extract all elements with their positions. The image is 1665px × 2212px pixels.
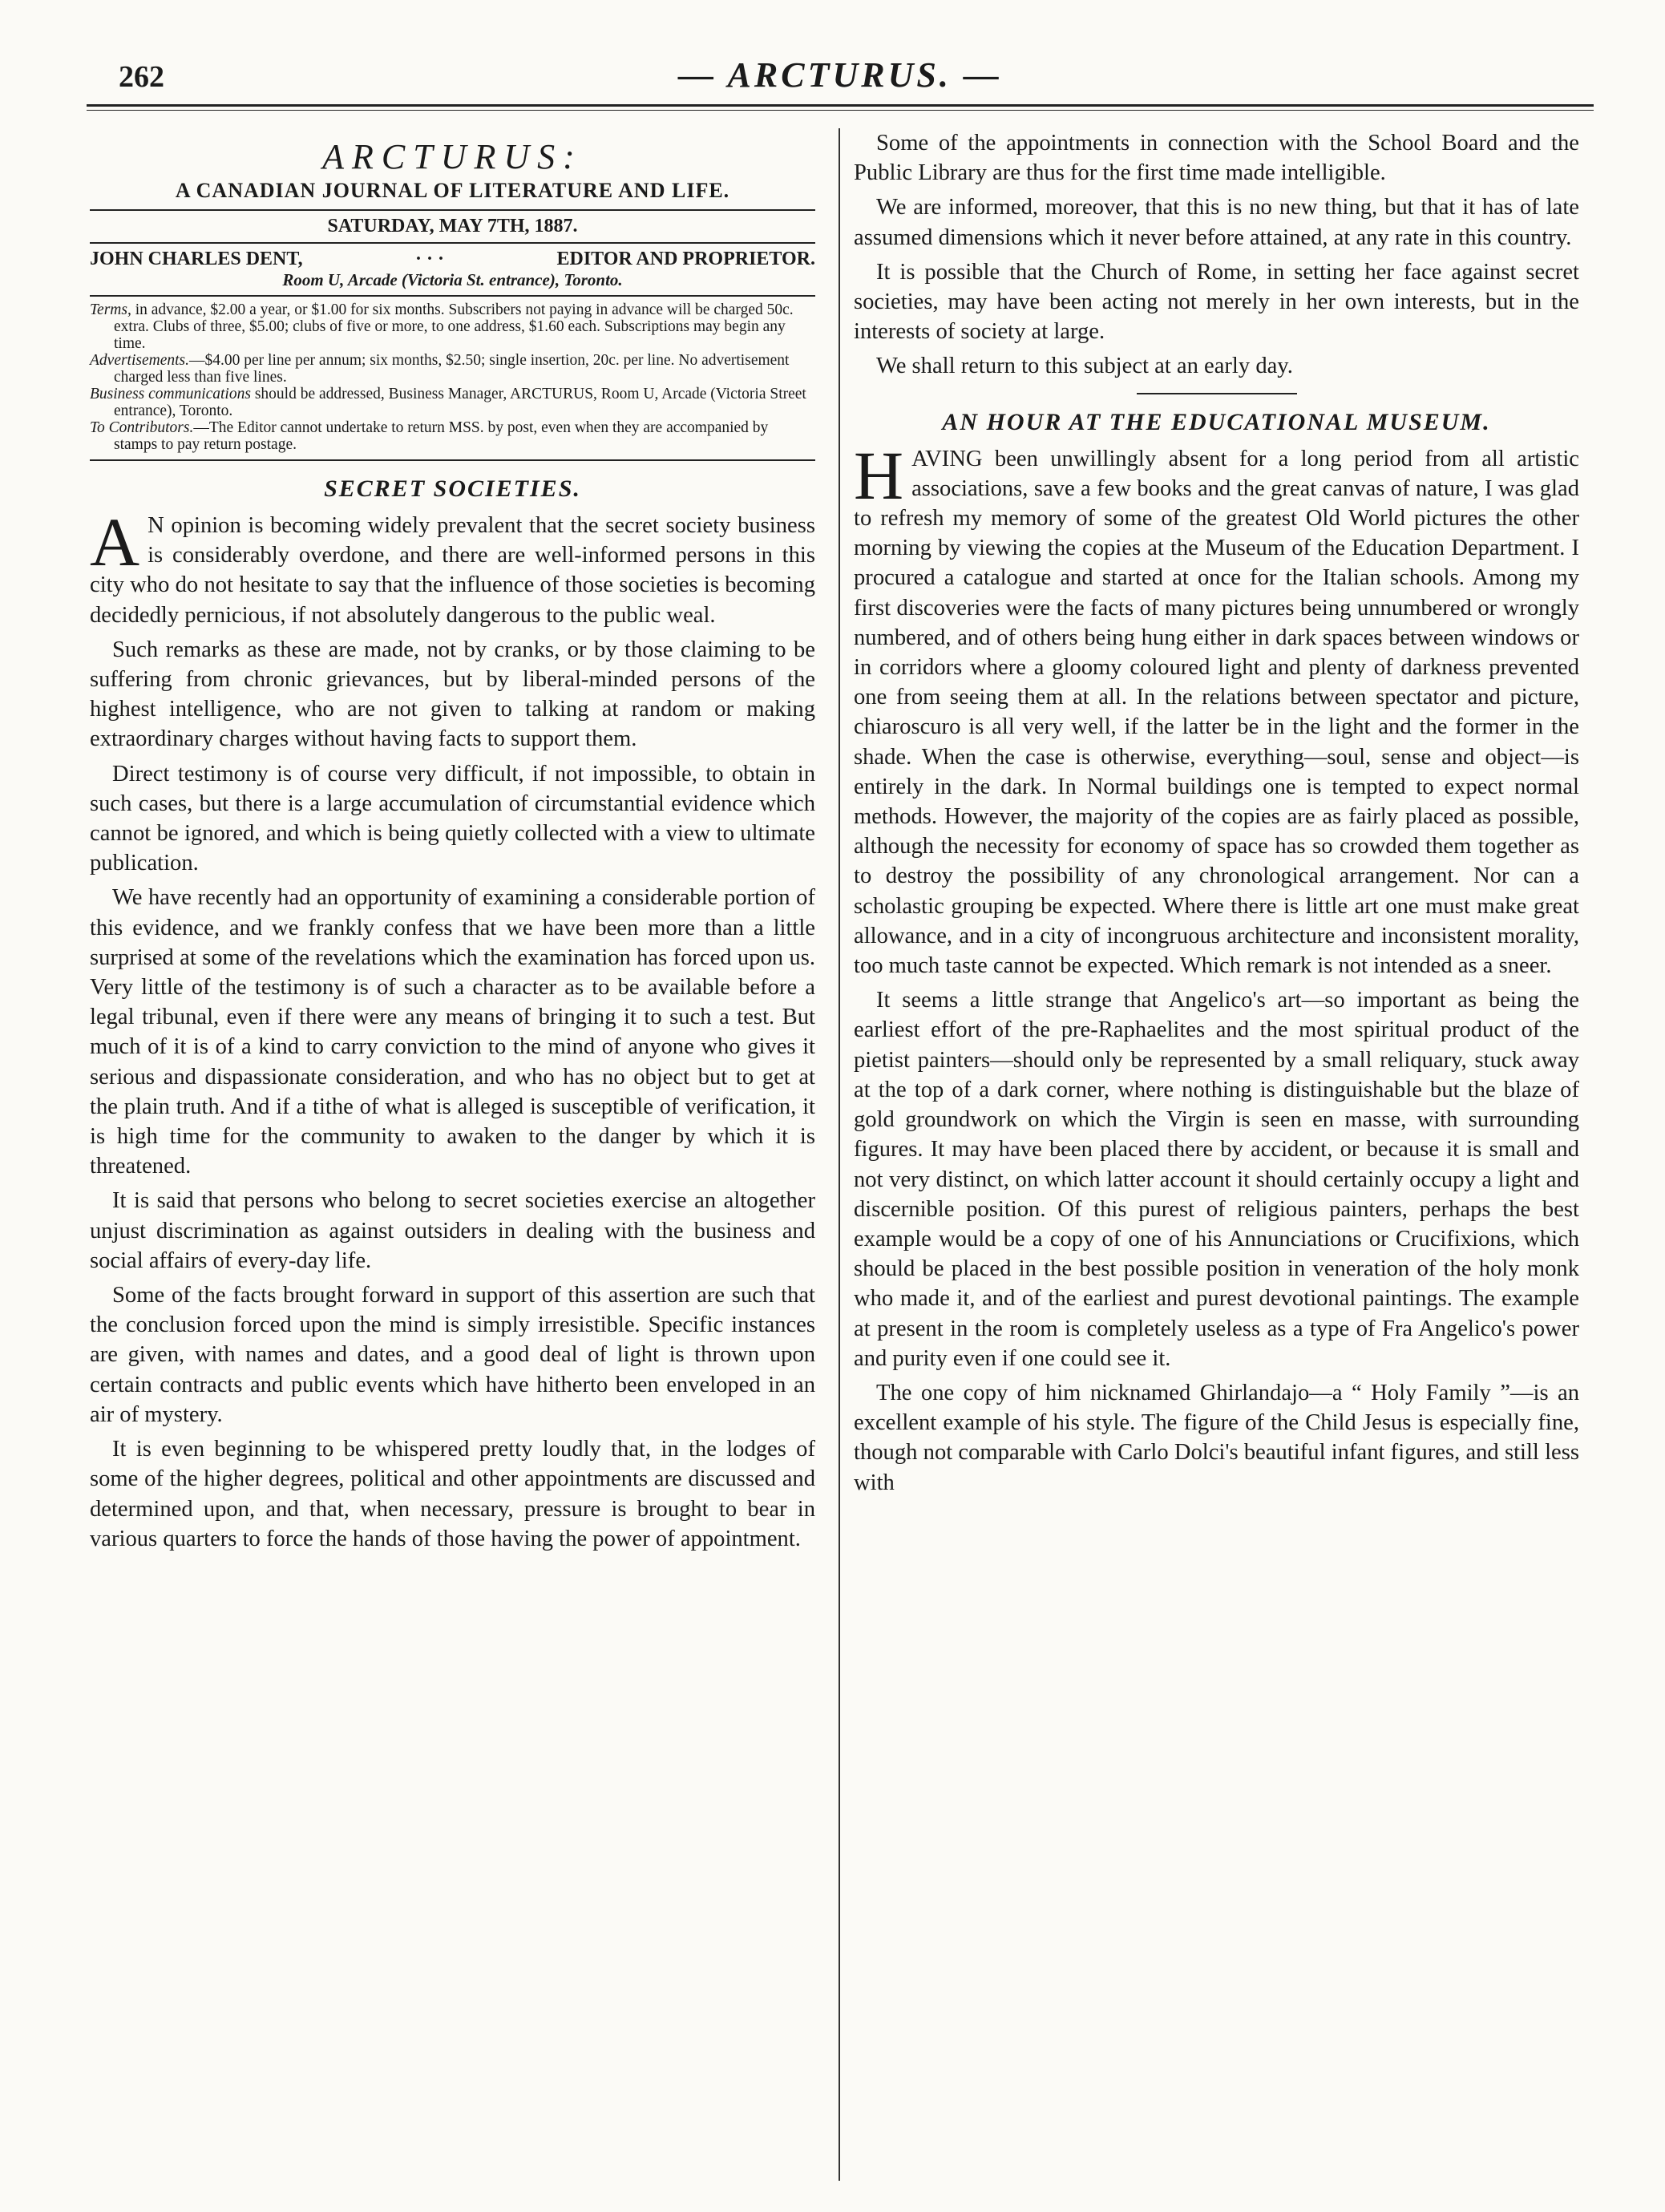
terms-block [90, 301, 815, 453]
header-rule-thin [87, 110, 1594, 111]
drop-cap: H [854, 436, 904, 514]
right-column [854, 128, 1579, 1502]
paragraph: We have recently had an opportunity of examining a considerable portion of this evidence, and we frankly confess that we have been more than a little surprised at some of the revelations which the examination has forced upon us. Very little of the testimony is of such a character as to be available before a legal tribunal, even if there were any means of bringing it to such a test. But much of it is of a kind to carry conviction to the mind of anyone who gives it serious and dispassionate consideration, and who has no object but to get at the plain truth. And if a tithe of what is alleged is susceptible of verification, it is high time for the community to awaken to the danger by which it is threatened. [90, 885, 815, 1179]
page-number: 262 [119, 60, 164, 94]
article-heading: SECRET SOCIETIES. [324, 475, 581, 502]
paragraph: We are informed, moreover, that this is no new thing, but that it has of late assumed dimensions which it never before attained, at any rate in this country. [854, 195, 1579, 250]
editor-role: EDITOR AND PROPRIETOR. [556, 249, 815, 269]
paragraph: It seems a little strange that Angelico's art—so important as being the earliest effort of the pre-Raphaelites and the most spiritual product of the pietist painters—should only be represented by a small reliquary, stuck away at the top of a dark corner, where nothing is distinguishable but the blaze of gold groundwork on which the Virgin is seen en masse, with surrounding figures. It may have been placed there by accident, or because it is small and not very distinct, on which latter account it should certainly occupy a light and discernible position. Of this purest of religious painters, perhaps the best example would be a copy of one of his Annunciations or Crucifixions, which should be placed in the best possible position in veneration of the holy monk who made it, and of the earliest and purest devotional paintings. The example at present in the room is completely useless as a type of Fra Angelico's power and purity even if one could see it. [854, 988, 1579, 1371]
page-header [87, 50, 1594, 98]
paragraph: It is possible that the Church of Rome, in setting her face against secret societies, may have been acting not merely in her own interests, but in the interests of society at large. [854, 259, 1579, 345]
running-title: — ARCTURUS. — [678, 55, 1002, 95]
paragraph: It is even beginning to be whispered pretty loudly that, in the lodges of some of the higher degrees, political and other appointments are discussed and determined upon, and that, when necessary, pressure is brought to bear in various quarters to force the hands of those having the power of appointment. [90, 1437, 815, 1551]
masthead-rule [90, 242, 815, 244]
masthead [90, 136, 815, 461]
article-heading: AN HOUR AT THE EDUCATIONAL MUSEUM. [942, 408, 1491, 435]
section-divider [1137, 393, 1297, 394]
article-body [854, 436, 1579, 1498]
column-divider [839, 128, 840, 2181]
paragraph: Some of the facts brought forward in support of this assertion are such that the conclusion forced upon the mind is simply irresistible. Specific instances are given, with names and dates, and a good deal of light is thrown upon certain contracts and public events which have hitherto been enveloped in an air of mystery. [90, 1283, 815, 1427]
paragraph: Direct testimony is of course very difficult, if not impossible, to obtain in such cases, but there is a large accumulation of circumstantial evidence which cannot be ignored, and which is being quietly collected with a view to ultimate publication. [90, 761, 815, 876]
left-column [90, 128, 815, 1559]
editor-dots: · · · [415, 249, 445, 269]
editor-name: JOHN CHARLES DENT, [90, 249, 303, 269]
terms-item: Business communications should be addressed, Business Manager, ARCTURUS, Room U, Arcade (Victoria Street entrance), Toronto. [90, 386, 806, 419]
masthead-rule [90, 295, 815, 297]
masthead-rule [90, 459, 815, 461]
drop-cap: A [90, 503, 140, 580]
masthead-rule [90, 209, 815, 211]
paragraph: Some of the appointments in connection with the School Board and the Public Library are thus for the first time made intelligible. [854, 131, 1579, 186]
terms-item: Advertisements.—$4.00 per line per annum; six months, $2.50; single insertion, 20c. per line. No advertisement charged less than five lines. [90, 352, 790, 386]
paragraph: Such remarks as these are made, not by cranks, or by those claiming to be suffering from chronic grievances, but by liberal-minded persons of the highest intelligence, who are not given to talking at random or making extraordinary charges without having facts to support them. [90, 637, 815, 752]
masthead-subtitle: A CANADIAN JOURNAL OF LITERATURE AND LIFE. [175, 179, 730, 202]
office-address: Room U, Arcade (Victoria St. entrance), Toronto. [282, 270, 623, 289]
paragraph: HAVING been unwillingly absent for a long period from all artistic associations, save a few books and the great canvas of nature, I was glad to refresh my memory of some of the greatest Old World pictures the other morning by viewing the copies at the Museum of the Education Department. I procured a catalogue and started at once for the Italian schools. Among my first discoveries were the facts of many pictures being unnumbered or wrongly numbered, and of others being hung either in dark spaces between windows or in corridors where a gloomy coloured light and plenty of darkness prevented one from seeing them at all. In the relations between spectator and picture, chiaroscuro is all very well, if the latter be in the light and the former in the shade. When the case is otherwise, everything—soul, sense and object—is entirely in the dark. In Normal buildings one is tempted to expect normal methods. However, the majority of the copies are as fairly placed as possible, although the necessity for economy of space has so crowded them together as to destroy the possibility of any chronological arrangement. Nor can a scholastic grouping be expected. Where there is little art one must make great allowance, and in a city of incongruous architecture and inconsistent morality, too much taste cannot be expected. Which remark is not intended as a sneer. [854, 436, 1579, 979]
editor-line [90, 249, 815, 270]
terms-item: To Contributors.—The Editor cannot undertake to return MSS. by post, even when they are accompanied by stamps to pay return postage. [90, 419, 769, 453]
article-body [90, 503, 815, 1554]
article-body-continued [854, 128, 1579, 382]
paragraph: The one copy of him nicknamed Ghirlandajo—a “ Holy Family ”—is an excellent example of his style. The figure of the Child Jesus is especially fine, though not comparable with Carlo Dolci's beautiful infant figures, and still less with [854, 1380, 1579, 1495]
paragraph: It is said that persons who belong to secret societies exercise an altogether unjust discrimination as against outsiders in dealing with the business and social affairs of every-day life. [90, 1188, 815, 1273]
paragraph: We shall return to this subject at an early day. [876, 354, 1293, 379]
issue-date: SATURDAY, MAY 7TH, 1887. [327, 216, 578, 237]
header-rule [87, 104, 1594, 107]
masthead-title: ARCTURUS: [322, 137, 583, 176]
terms-item: Terms, in advance, $2.00 a year, or $1.00 for six months. Subscribers not paying in advance will be charged 50c. extra. Clubs of three, $5.00; clubs of five or more, to one address, $1.60 each. Subscriptions may begin any time. [90, 301, 794, 352]
paragraph: A N opinion is becoming widely prevalent that the secret society business is considerably overdone, and there are well-informed persons in this city who do not hesitate to say that the influence of those societies is becoming decidedly pernicious, if not absolutely dangerous to the public weal. [90, 503, 815, 628]
